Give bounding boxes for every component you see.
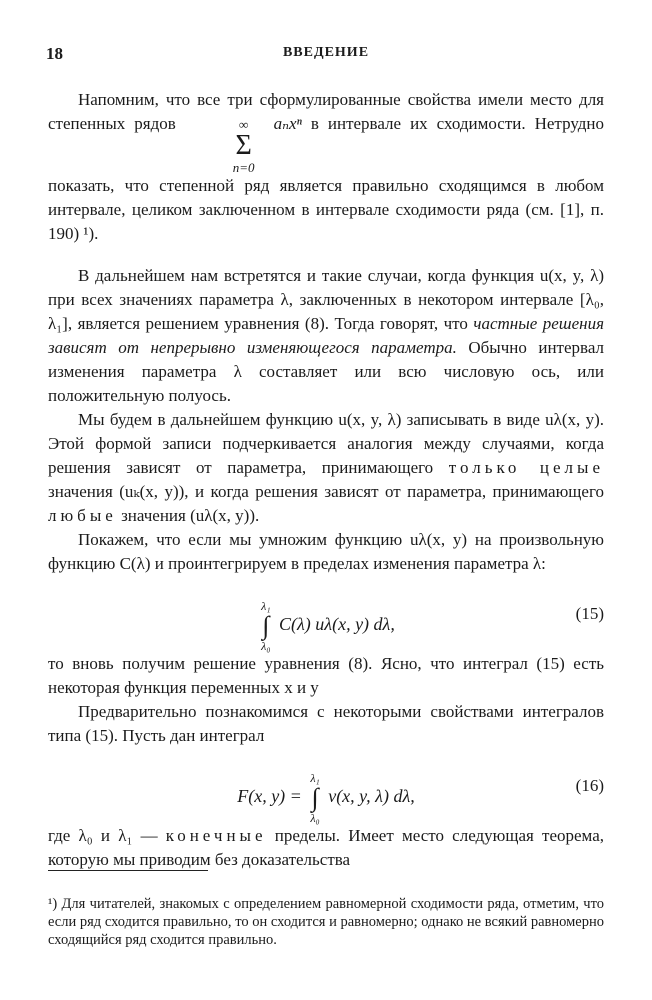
paragraph-text: в интервале их сходимости. (310, 114, 526, 133)
paragraph-text: где λ₀ и λ₁ — (48, 826, 166, 845)
integral-lower-limit: λ₀ (310, 811, 320, 825)
sum-term: aₙxⁿ (273, 114, 302, 133)
spaced-text: конечные (165, 826, 267, 845)
page-number: 18 (46, 44, 63, 63)
paragraph-power-series (48, 88, 604, 246)
equation-16 (48, 754, 604, 825)
integrand: C(λ) uλ(x, y) dλ, (279, 614, 395, 635)
footnote-rule (48, 870, 208, 871)
emphasis-text: частные решения зависят от непрерывно изменяющегося параметра. (48, 314, 605, 357)
equation-15 (48, 582, 604, 653)
paragraph-text: Напомним, что все три сформулированные свойства имели место для степенных рядов (48, 90, 604, 133)
paragraph-text: Нетрудно показать, что степенной ряд является правильно сходящимся в любом интервале, целиком заключенном в интервале сходимости ряда (см. [1], п. 190) ¹). (48, 114, 605, 243)
integrand: v(x, y, λ) dλ, (328, 786, 415, 807)
integral-upper-limit: λ₁ (310, 771, 320, 785)
paragraph-after-15: то вновь получим решение уравнения (8). Ясно, что интеграл (15) есть некоторая функция переменных x и y (48, 654, 604, 697)
integral-lower-limit: λ₀ (261, 639, 271, 653)
paragraph-limits (48, 824, 604, 872)
paragraph-integral-intro: Покажем, что если мы умножим функцию uλ(x, y) на произвольную функцию C(λ) и проинтегрируем в пределах изменения параметра λ: (48, 530, 604, 573)
sum-lower-limit: n=0 (232, 160, 255, 175)
paragraph-properties: Предварительно познакомимся с некоторыми свойствами интегралов типа (15). Пусть дан интеграл (48, 702, 604, 745)
equation-lhs: F(x, y) = (237, 786, 302, 807)
integral-upper-limit: λ₁ (261, 599, 271, 613)
running-title: ВВЕДЕНИЕ (282, 45, 370, 60)
paragraph-text: Мы будем в дальнейшем функцию u(x, y, λ) записывать в виде uλ(x, y). Этой формой записи подчеркивается аналогия между случаями, когда решения зависят от параметра, принимающего (48, 410, 604, 477)
page-header (0, 44, 652, 68)
equation-number: (16) (575, 776, 604, 795)
summation-symbol: ∞ Σ n=0 (203, 118, 255, 174)
paragraph-parameter (48, 264, 604, 408)
paragraph-notation (48, 408, 604, 528)
integral-symbol: λ₁ ∫ λ₀ (261, 599, 271, 653)
sum-upper-limit: ∞ (239, 117, 249, 132)
spaced-text: только целые (448, 458, 604, 477)
equation-number: (15) (575, 604, 604, 623)
footnote: ¹) Для читателей, знакомых с определением равномерной сходимости ряда, отметим, что если ряд сходится правильно, то он сходится и равномерно; однако не всякий равномерно сходящийся ряд сходится правильно. (48, 895, 604, 948)
integral-symbol: λ₁ ∫ λ₀ (310, 771, 320, 825)
page-body (48, 88, 604, 872)
paragraph-text: значения (uλ(x, y)). (116, 506, 260, 525)
paragraph-text: значения (uₖ(x, y)), и когда решения зависят от параметра, принимающего (48, 482, 604, 501)
paragraph-text: пределы. Имеет место следующая теорема, которую мы приводим без доказательства (48, 826, 604, 869)
paragraph-text: В дальнейшем нам встретятся и такие случаи, когда функция u(x, y, λ) при всех значениях параметра λ, заключенных в некотором интервале [λ₀, λ₁], является решением уравнения (8). Тогда говорят, что (48, 266, 604, 333)
paragraph-text: Обычно интервал изменения параметра λ составляет или всю числовую ось, или положительную полуось. (48, 338, 604, 405)
spaced-text: любые (48, 506, 117, 525)
